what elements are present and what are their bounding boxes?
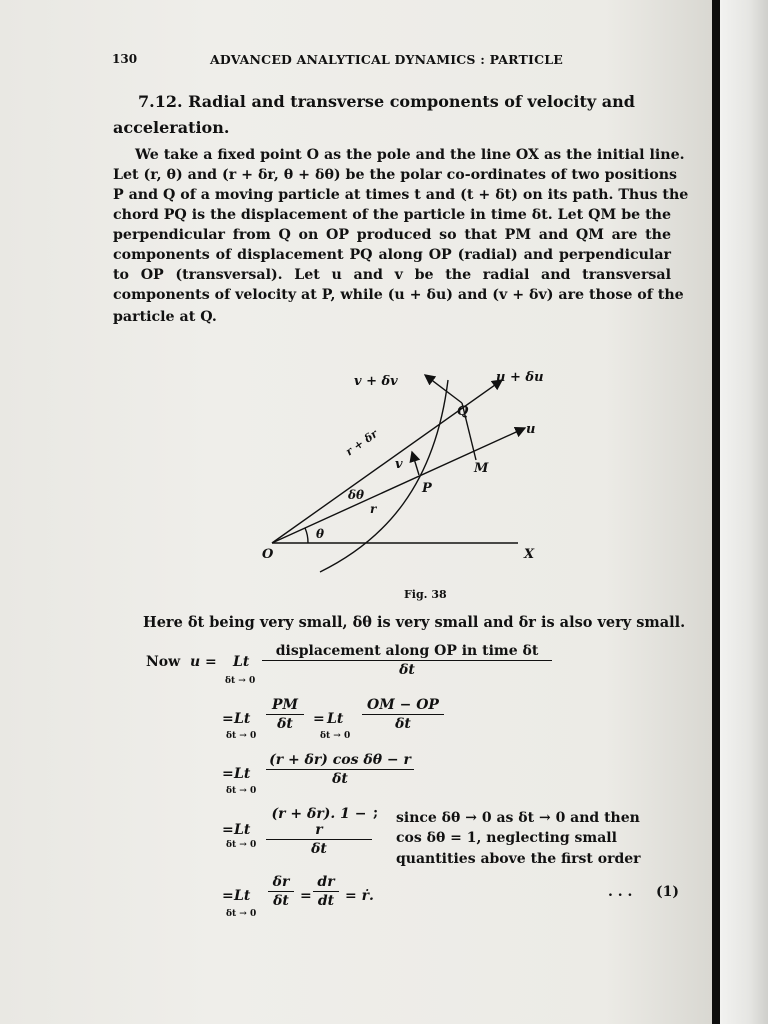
fraction-om-op (362, 697, 444, 732)
limit-lt: Lt (234, 711, 251, 727)
equation-number: (1) (656, 884, 679, 900)
numerator: OM − OP (362, 697, 444, 715)
equals-sign: = (222, 766, 234, 782)
limit-lt: Lt (234, 822, 251, 838)
equals-sign: = (222, 822, 234, 838)
now-label: Now (146, 654, 181, 670)
label-m: M (474, 461, 489, 476)
section-heading (138, 92, 635, 111)
label-q: Q (457, 404, 469, 419)
numerator: displacement along OP in time δt (262, 643, 552, 661)
fraction-dr-dt-increment (268, 874, 294, 909)
equals-sign: = (313, 711, 325, 727)
label-u-du: u + δu (496, 370, 544, 385)
numerator: PM (266, 697, 304, 715)
fraction-cos-equals-one (266, 806, 372, 857)
limit-subscript: δt → 0 (226, 909, 257, 919)
denominator: dt (317, 893, 335, 909)
book-spine (720, 0, 768, 1024)
label-v: v (395, 457, 403, 472)
limit-lt: Lt (233, 654, 250, 670)
figure-caption: Fig. 38 (404, 588, 447, 601)
paragraph-line: chord PQ is the displacement of the particle in time δt. Let QM be the (113, 207, 671, 223)
running-title: ADVANCED ANALYTICAL DYNAMICS : PARTICLE (210, 52, 563, 67)
label-x: X (524, 547, 535, 562)
numerator: dr (313, 874, 339, 892)
since-note-line1: since δθ → 0 as δt → 0 and then (396, 810, 640, 826)
label-r: r (370, 502, 377, 516)
denominator: δt (399, 662, 415, 678)
u-equals: u = (190, 654, 217, 670)
denominator: δt (332, 771, 348, 787)
limit-lt: Lt (327, 711, 344, 727)
paragraph-line: particle at Q. (113, 309, 217, 325)
limit-lt: Lt (234, 766, 251, 782)
numerator: (r + δr) cos δθ − r (266, 752, 414, 770)
paragraph-line: to OP (transversal). Let u and v be the radial and transversal (113, 267, 671, 283)
equals-sign: = (222, 711, 234, 727)
fraction-pm-dt (266, 697, 304, 732)
fraction-dr-dt-derivative (313, 874, 339, 909)
numerator: δr (268, 874, 294, 892)
paragraph-line: perpendicular from Q on OP produced so that PM and QM are the (113, 227, 671, 243)
numerator: (r + δr). 1 − r (266, 806, 372, 840)
paragraph-line: components of displacement PQ along OP (radial) and perpendicular (113, 247, 671, 263)
equals-sign: = (222, 888, 234, 904)
section-title-line2: acceleration. (113, 118, 230, 137)
fraction-cos (266, 752, 414, 787)
semicolon: ; (373, 805, 379, 821)
paragraph-line: We take a fixed point O as the pole and the line OX as the initial line. (135, 147, 685, 163)
limit-subscript: δt → 0 (320, 731, 351, 741)
label-theta: θ (316, 527, 325, 541)
since-note-line3: quantities above the first order (396, 851, 641, 867)
limit-lt: Lt (234, 888, 251, 904)
paragraph-line: Let (r, θ) and (r + δr, θ + δθ) be the polar co-ordinates of two positions (113, 167, 678, 183)
limit-subscript: δt → 0 (226, 786, 257, 796)
page-number: 130 (112, 52, 138, 66)
label-dtheta: δθ (348, 488, 365, 502)
paragraph-line: components of velocity at P, while (u + δu) and (v + δv) are those of the (113, 287, 684, 303)
label-r-dr: r + δr (343, 427, 381, 459)
r-dot-result: = ṙ. (345, 888, 374, 904)
line-op-produced (272, 428, 525, 543)
section-title-line1: Radial and transverse components of velocity and (188, 92, 635, 111)
limit-subscript: δt → 0 (225, 676, 256, 686)
denominator: δt (277, 716, 293, 732)
label-p: P (422, 481, 432, 496)
continuation-dots: . . . (608, 884, 633, 900)
label-u: u (526, 422, 536, 437)
small-quantities-statement: Here δt being very small, δθ is very small and δr is also very small. (143, 614, 686, 631)
page-edge-shadow (712, 0, 720, 1024)
equals-sign: = (300, 888, 312, 904)
since-note-line2: cos δθ = 1, neglecting small (396, 830, 617, 846)
fraction-displacement (262, 643, 552, 678)
velocity-v-at-p (412, 452, 419, 475)
paragraph-line: P and Q of a moving particle at times t and (t + δt) on its path. Thus the (113, 187, 689, 203)
limit-subscript: δt → 0 (226, 731, 257, 741)
label-o: O (262, 547, 274, 562)
limit-subscript: δt → 0 (226, 840, 257, 850)
figure-38-diagram (250, 360, 590, 575)
velocity-v-dv-at-q (425, 375, 462, 403)
label-v-dv: v + δv (354, 374, 398, 389)
denominator: δt (273, 893, 289, 909)
angle-theta-arc (305, 528, 308, 543)
denominator: δt (395, 716, 411, 732)
denominator: δt (311, 841, 327, 857)
section-number: 7.12. (138, 92, 183, 111)
